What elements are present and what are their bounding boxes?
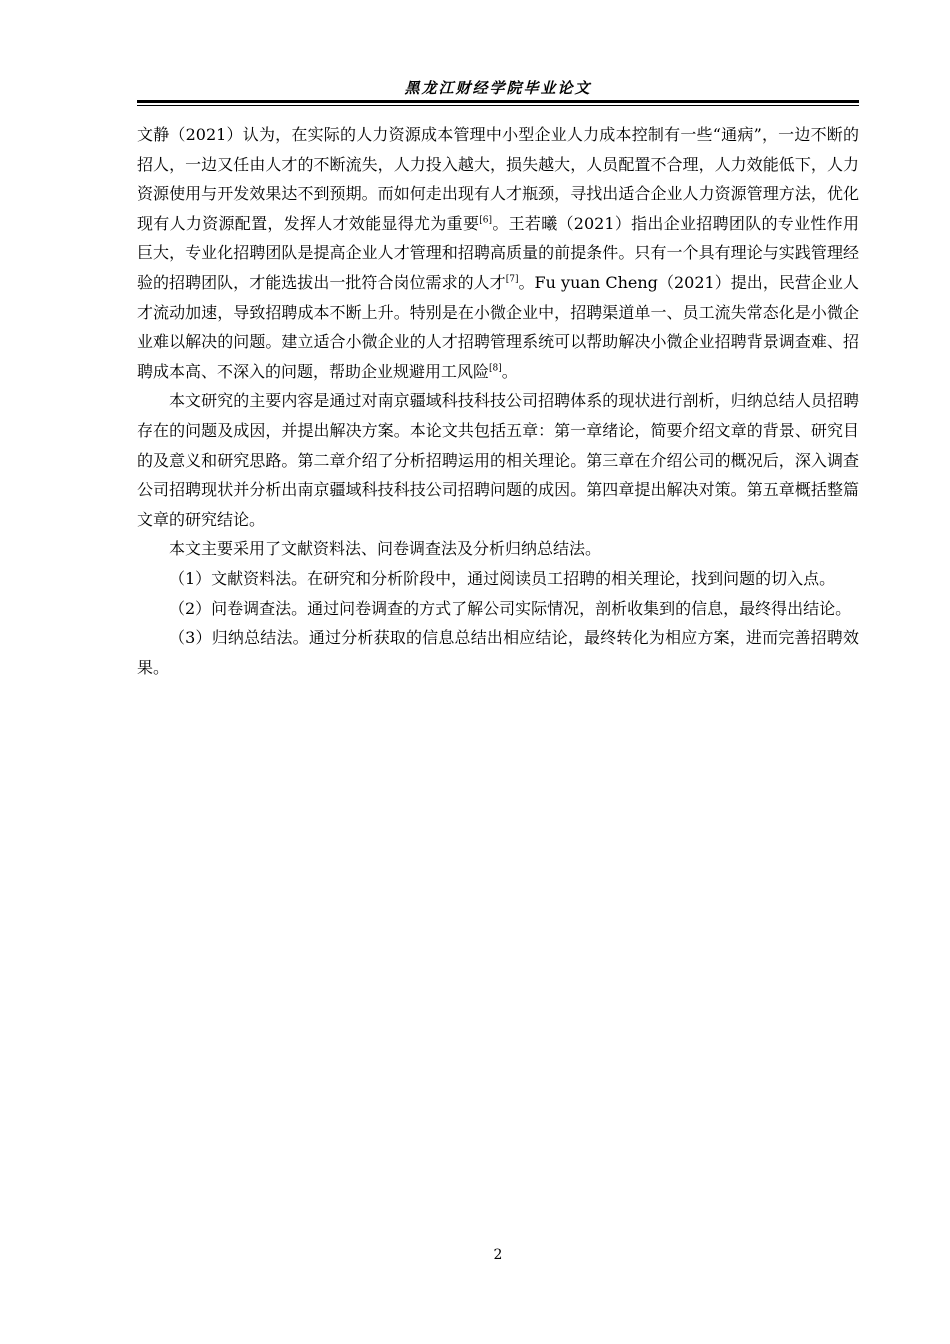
paragraph-1-text-2: 。王若曦（2021）指出企业招聘团队的专业性作用巨大，专业化招聘团队是提高企业人才管理和招聘高质量的前提条件。只有一个具有理论与实践管理经验的招聘团队，才能选拔出一批符合岗位需求的人才 (137, 213, 859, 292)
paragraph-6 (137, 623, 859, 682)
paragraph-5 (137, 594, 859, 624)
paragraph-2 (137, 386, 859, 534)
citation-7: [7] (505, 274, 519, 285)
page-number: 2 (493, 1247, 503, 1263)
paragraph-5-text: （2）问卷调查法。通过问卷调查的方式了解公司实际情况，剖析收集到的信息，最终得出结论。 (169, 598, 852, 618)
page-header: 黑龙江财经学院毕业论文 (404, 79, 592, 97)
paragraph-3-text: 本文主要采用了文献资料法、问卷调查法及分析归纳总结法。 (169, 539, 602, 559)
body-text (137, 120, 859, 682)
header-rule-thin (137, 105, 859, 106)
paragraph-3 (137, 534, 859, 564)
paragraph-1-text-4: 。 (501, 361, 518, 381)
paragraph-4 (137, 564, 859, 594)
paragraph-6-text: （3）归纳总结法。通过分析获取的信息总结出相应结论，最终转化为相应方案，进而完善招聘效果。 (137, 628, 859, 677)
citation-6: [6] (479, 215, 493, 226)
citation-8: [8] (489, 363, 502, 374)
paragraph-1 (137, 120, 859, 386)
paragraph-1-text-3: 。Fu yuan Cheng（2021）提出，民营企业人才流动加速，导致招聘成本不断上升。特别是在小微企业中，招聘渠道单一、员工流失常态化是小微企业难以解决的问题。建立适合小微企业的人才招聘管理系统可以帮助解决小微企业招聘背景调查难、招聘成本高、不深入的问题，帮助企业规避用工风险 (137, 272, 859, 381)
paragraph-1-text-1: 文静（2021）认为，在实际的人力资源成本管理中小型企业人力成本控制有一些“通病”，一边不断的招人，一边又任由人才的不断流失，人力投入越大，损失越大，人员配置不合理，人力效能低下，人力资源使用与开发效果达不到预期。而如何走出现有人才瓶颈，寻找出适合企业人力资源管理方法，优化现有人力资源配置，发挥人才效能显得尤为重要 (137, 125, 859, 233)
paragraph-4-text: （1）文献资料法。在研究和分析阶段中，通过阅读员工招聘的相关理论，找到问题的切入点。 (169, 568, 836, 588)
paragraph-2-text: 本文研究的主要内容是通过对南京疆域科技科技公司招聘体系的现状进行剖析，归纳总结人员招聘存在的问题及成因，并提出解决方案。本论文共包括五章：第一章绪论，简要介绍文章的背景、研究目的及意义和研究思路。第二章介绍了分析招聘运用的相关理论。第三章在介绍公司的概况后，深入调查公司招聘现状并分析出南京疆域科技科技公司招聘问题的成因。第四章提出解决对策。第五章概括整篇文章的研究结论。 (137, 391, 859, 529)
header-rule-thick (137, 100, 859, 103)
